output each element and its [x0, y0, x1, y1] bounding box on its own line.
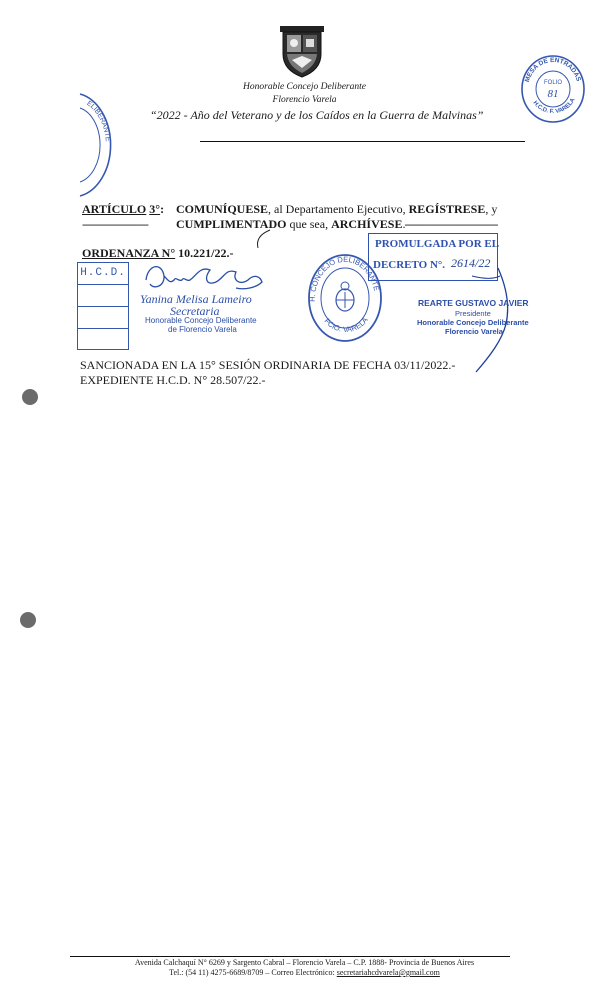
article-colon: :: [160, 202, 165, 216]
article-text-2: [176, 217, 497, 232]
footer-email-link[interactable]: secretariahcdvarela@gmail.com: [336, 968, 440, 977]
hcd-box-row: [78, 285, 128, 307]
footer-phone: Tel.: (54 11) 4275-6689/8709 – Correo Electrónico:: [169, 968, 335, 977]
article-registrese: REGÍSTRESE: [408, 202, 486, 216]
decree-number: 2614/22: [451, 256, 491, 270]
secretary-name: Yanina Melisa Lameiro: [140, 292, 252, 306]
ordinance-number: 10.221/22.-: [178, 246, 234, 260]
president-city: Florencio Varela: [445, 327, 503, 336]
article-cumplimentado: CUMPLIMENTADO: [176, 217, 287, 231]
article-comuniquese: COMUNÍQUESE: [176, 202, 269, 216]
seal-bottom-text: FCIO. VARELA: [322, 315, 370, 334]
article-archivese: ARCHÍVESE: [331, 217, 403, 231]
article-text4: .-------------------------------: [402, 217, 498, 231]
article-label: ARTÍCULO: [82, 202, 147, 216]
article-text-1: [176, 202, 497, 217]
expediente-line: EXPEDIENTE H.C.D. N° 28.507/22.-: [80, 373, 266, 387]
header-motto: “2022 - Año del Veterano y de los Caídos en la Guerra de Malvinas”: [150, 108, 484, 122]
argentina-coat-of-arms-icon: [336, 282, 354, 311]
footer-contact: [0, 968, 609, 977]
ordinance-label: ORDENANZA N°: [82, 246, 176, 260]
svg-text:FCIO. VARELA: [323, 315, 370, 333]
seal-top-text: H. CONCEJO DELIBERANTE: [307, 254, 382, 302]
hcd-box-row: [78, 329, 128, 350]
secretary-city: de Florencio Varela: [168, 325, 237, 334]
secretary-role: Secretaria: [170, 304, 220, 318]
partial-left-stamp: [78, 90, 118, 200]
promulgated-line1: PROMULGADA POR EL: [375, 238, 500, 250]
header-rule: [200, 141, 525, 142]
signature-hook: [250, 228, 274, 250]
header-org-line: Honorable Concejo Deliberante: [243, 82, 366, 92]
mesa-stamp-bottom-text: H.C.D. F. VARELA: [531, 97, 577, 116]
header-city-line: Florencio Varela: [272, 95, 337, 105]
article-dashes: ----------------------: [82, 217, 148, 231]
punch-hole-top: [22, 389, 38, 405]
punch-hole-bottom: [20, 612, 36, 628]
promulgated-line2: DECRETO N°.: [373, 259, 446, 271]
article-number: 3°: [149, 202, 161, 216]
mesa-entradas-stamp: [520, 54, 586, 124]
mesa-stamp-folio-number: 81: [547, 88, 559, 100]
hcd-box-stamp: [77, 262, 129, 350]
article-text3: que sea,: [289, 217, 329, 231]
footer-rule: [70, 956, 510, 957]
president-org: Honorable Concejo Deliberante: [417, 318, 529, 327]
sanction-line: SANCIONADA EN LA 15° SESIÓN ORDINARIA DE FECHA 03/11/2022.-: [80, 358, 456, 372]
municipal-crest-icon: [280, 26, 324, 78]
president-role: Presidente: [455, 309, 491, 318]
left-stamp-text: ELIBERANTE: [85, 100, 111, 142]
article-line-1: [82, 202, 164, 217]
mesa-stamp-folio-label: FOLIO: [543, 80, 563, 86]
article-text2: , y: [485, 202, 498, 216]
hcd-box-label: H.C.D.: [78, 263, 128, 285]
footer-address: Avenida Calchaquí N° 6269 y Sargento Cabral – Florencio Varela – C.P. 1888- Provincia de Buenos Aires: [134, 958, 475, 967]
secretary-org: Honorable Concejo Deliberante: [145, 316, 257, 325]
article-text1: , al Departamento Ejecutivo,: [268, 202, 406, 216]
hcd-box-row: [78, 307, 128, 329]
president-name: REARTE GUSTAVO JAVIER: [418, 298, 529, 308]
mesa-stamp-top-text: MESA DE ENTRADAS: [523, 56, 582, 84]
